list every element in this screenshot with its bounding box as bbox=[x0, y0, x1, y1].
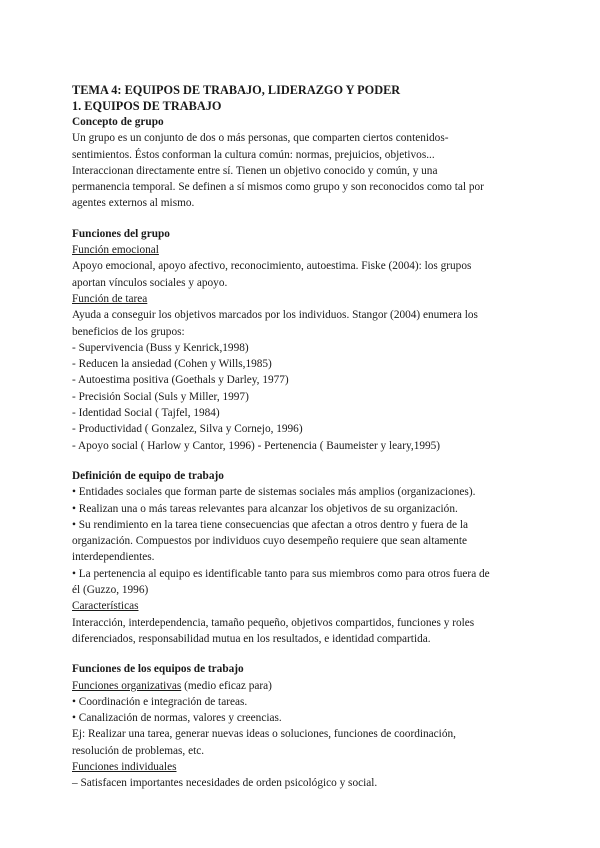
funciones-organizativas-line bbox=[72, 678, 497, 694]
definicion-list bbox=[72, 484, 497, 598]
list-item: - Autoestima positiva (Goethals y Darley, 1977) bbox=[72, 374, 289, 387]
list-item: - Supervivencia (Buss y Kenrick,1998) bbox=[72, 341, 249, 354]
list-item: - Apoyo social ( Harlow y Cantor, 1996) - Pertenencia ( Baumeister y leary,1995) bbox=[72, 439, 441, 452]
list-item: • Su rendimiento en la tarea tiene consecuencias que afectan a otros dentro y fuera de la organización. Compuestos por individuos cuyo desempeño requiere que sean altamente interdependientes. bbox=[72, 518, 469, 564]
beneficios-list bbox=[72, 340, 497, 454]
list-item: • Realizan una o más tareas relevantes para alcanzar los objetivos de su organización. bbox=[72, 502, 458, 515]
funcion-tarea-label: Función de tarea bbox=[72, 292, 148, 305]
list-item: • Coordinación e integración de tareas. bbox=[72, 695, 248, 708]
funciones-organizativas-label: Funciones organizativas bbox=[72, 679, 182, 692]
funciones-individuales-label: Funciones individuales bbox=[72, 760, 177, 773]
concepto-heading: Concepto de grupo bbox=[72, 116, 164, 128]
org-list bbox=[72, 694, 497, 727]
caracteristicas-text: Interacción, interdependencia, tamaño pequeño, objetivos compartidos, funciones y roles diferenciados, responsabilidad mutua en los resultados, e identidad compartida. bbox=[72, 616, 475, 645]
funcion-tarea-text: Ayuda a conseguir los objetivos marcados por los individuos. Stangor (2004) enumera los beneficios de los grupos: bbox=[72, 309, 478, 338]
document-title: TEMA 4: EQUIPOS DE TRABAJO, LIDERAZGO Y PODER bbox=[72, 83, 401, 97]
list-item: • Entidades sociales que forman parte de sistemas sociales más amplios (organizaciones). bbox=[72, 486, 476, 499]
list-item: • Canalización de normas, valores y creencias. bbox=[72, 712, 282, 725]
funciones-grupo-heading: Funciones del grupo bbox=[72, 227, 170, 240]
funcion-emocional-text: Apoyo emocional, apoyo afectivo, reconocimiento, autoestima. Fiske (2004): los grupos aportan vínculos sociales y apoyo. bbox=[72, 260, 472, 289]
caracteristicas-label: Características bbox=[72, 600, 139, 613]
funciones-organizativas-suffix: (medio eficaz para) bbox=[181, 679, 272, 692]
org-example-text: Ej: Realizar una tarea, generar nuevas ideas o soluciones, funciones de coordinación, resolución de problemas, etc. bbox=[72, 728, 456, 757]
definicion-heading: Definición de equipo de trabajo bbox=[72, 469, 224, 482]
list-item: - Reducen la ansiedad (Cohen y Wills,1985) bbox=[72, 358, 272, 371]
list-item: - Identidad Social ( Tajfel, 1984) bbox=[72, 407, 220, 420]
concepto-text: Un grupo es un conjunto de dos o más personas, que comparten ciertos contenidos-sentimientos. Éstos conforman la cultura común: normas, prejuicios, objetivos... Interaccionan directamente entre sí. Tienen un objetivo conocido y común, y una permanencia temporal. Se definen a sí mismos como grupo y son reconocidos como tal por agentes externos al mismo. bbox=[72, 132, 484, 210]
list-item: – Satisfacen importantes necesidades de orden psicológico y social. bbox=[72, 777, 378, 790]
funciones-equipos-heading: Funciones de los equipos de trabajo bbox=[72, 663, 244, 676]
funcion-emocional-label: Función emocional bbox=[72, 244, 159, 257]
list-item: - Productividad ( Gonzalez, Silva y Cornejo, 1996) bbox=[72, 423, 303, 436]
section-title: 1. EQUIPOS DE TRABAJO bbox=[72, 99, 222, 113]
list-item: - Precisión Social (Suls y Miller, 1997) bbox=[72, 390, 249, 403]
ind-list bbox=[72, 775, 497, 791]
document-page bbox=[72, 82, 497, 792]
list-item: • La pertenencia al equipo es identificable tanto para sus miembros como para otros fuera de él (Guzzo, 1996) bbox=[72, 567, 490, 597]
